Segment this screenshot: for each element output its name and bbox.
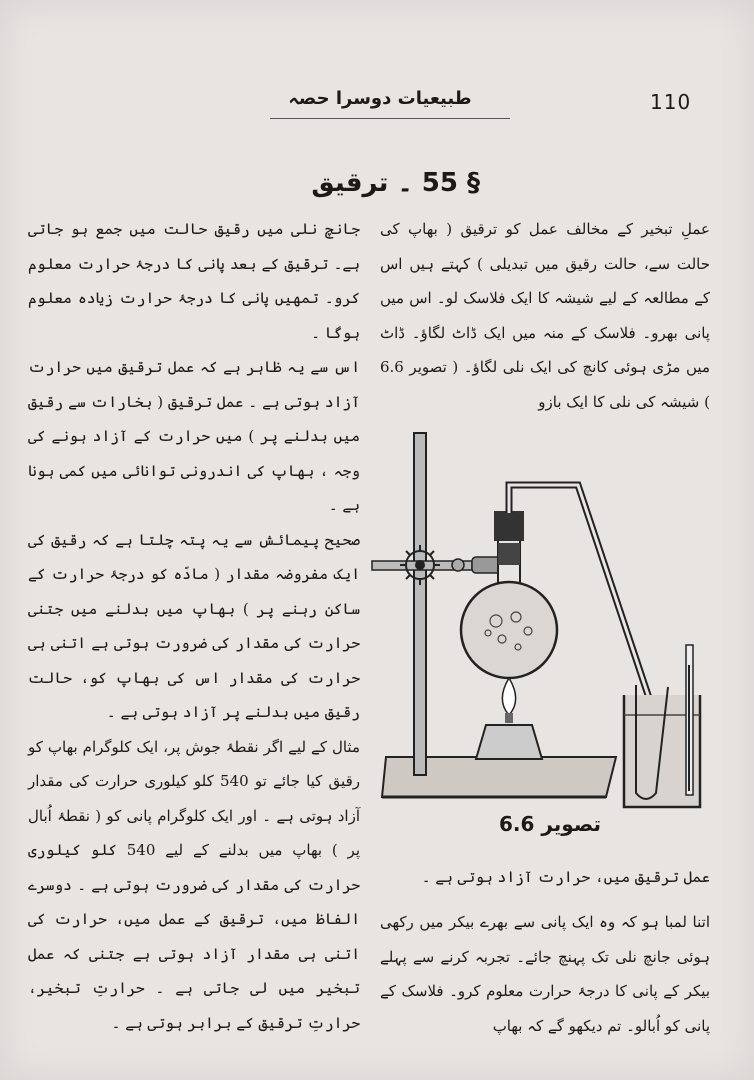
header-rule [270,118,510,119]
apparatus-illustration [368,425,712,815]
paragraph: عملِ تبخیر کے مخالف عمل کو ترقیق ( بھاپ کی حالت سے، حالت رقیق میں تبدیلی ) کہتے ہیں اس کے مطالعہ کے لیے شیشہ کا ایک فلاسک لو۔ اس میں پانی بھرو۔ فلاسک کے منہ میں ایک ڈاٹ لگاؤ۔ ڈاٹ میں مڑی ہوئی کانچ کی ایک نلی لگاؤ۔ ( تصویر 6.6 ) شیشہ کی نلی کا ایک بازو [380,220,710,411]
paragraph: مثال کے لیے اگر نقطۂ جوش پر، ایک کلوگرام بھاپ کو رقیق کیا جائے تو 540 کلو کیلوری حرارت کی مقدار آزاد ہوتی ہے ۔ اور ایک کلوگرام پانی کو ( نقطۂ اُبال پر ) بھاپ میں بدلنے کے لیے 540 کلو کیلوری حرارت کی مقدار کی ضرورت ہوتی ہے ۔ دوسرے الفاظ میں، ترقیق کے عمل میں، حرارت کی اتنی ہی مقدار آزاد ہوتی ہے جتنی کہ عمل تبخیر میں لی جاتی ہے ۔ حرارتِ تبخیر، حرارتِ ترقیق کے برابر ہوتی ہے ۔ [28,737,360,1032]
paragraph: صحیح پیمائش سے یہ پتہ چلتا ہے کہ رقیق کی ایک مفروضہ مقدار ( مادّہ کو درجۂ حرارت کے ساکن رہنے پر ) بھاپ میں بدلنے میں جتنی حرارت کی مقدار کی ضرورت ہوتی ہے اتنی ہی حرارت کی مقدار اس کی بھاپ کو، حالت رقیق میں بدلنے پر آزاد ہوتی ہے ۔ [28,530,360,721]
paragraph: جانچ نلی میں رقیق حالت میں جمع ہو جاتی ہے۔ ترقیق کے بعد پانی کا درجۂ حرارت معلوم کرو۔ تمھیں پانی کا درجۂ حرارت زیادہ معلوم ہوگا ۔ [28,220,360,342]
section-heading: § 55 ۔ ترقیق [311,168,480,198]
paragraph: اتنا لمبا ہو کہ وہ ایک پانی سے بھرے بیکر میں رکھی ہوئی جانچ نلی تک پہنچ جائے۔ تجربہ کرنے سے پہلے بیکر کے پانی کا درجۂ حرارت معلوم کرو۔ فلاسک کے پانی کو اُبالو۔ تم دیکھو گے کہ بھاپ [380,913,710,1035]
condensation-apparatus-figure [368,425,712,815]
right-column-text [380,212,710,419]
running-head: طبیعیات دوسرا حصہ [288,88,472,109]
paragraph: اس سے یہ ظاہر ہے کہ عمل ترقیق میں حرارت آزاد ہوتی ہے ۔ عمل ترقیق ( بخارات سے رقیق میں بدلنے پر ) میں حرارت کے آزاد ہونے کی وجہ ، بھاپ کی اندرونی توانائی میں کمی ہونا ہے ۔ [28,358,360,514]
left-column-text [28,212,360,1040]
right-column-bottom-text [380,905,710,1043]
figure-description: عمل ترقیق میں، حرارت آزاد ہوتی ہے ۔ [421,868,710,886]
page-number: 110 [650,90,692,114]
figure-caption: تصویر 6.6 [498,812,602,836]
